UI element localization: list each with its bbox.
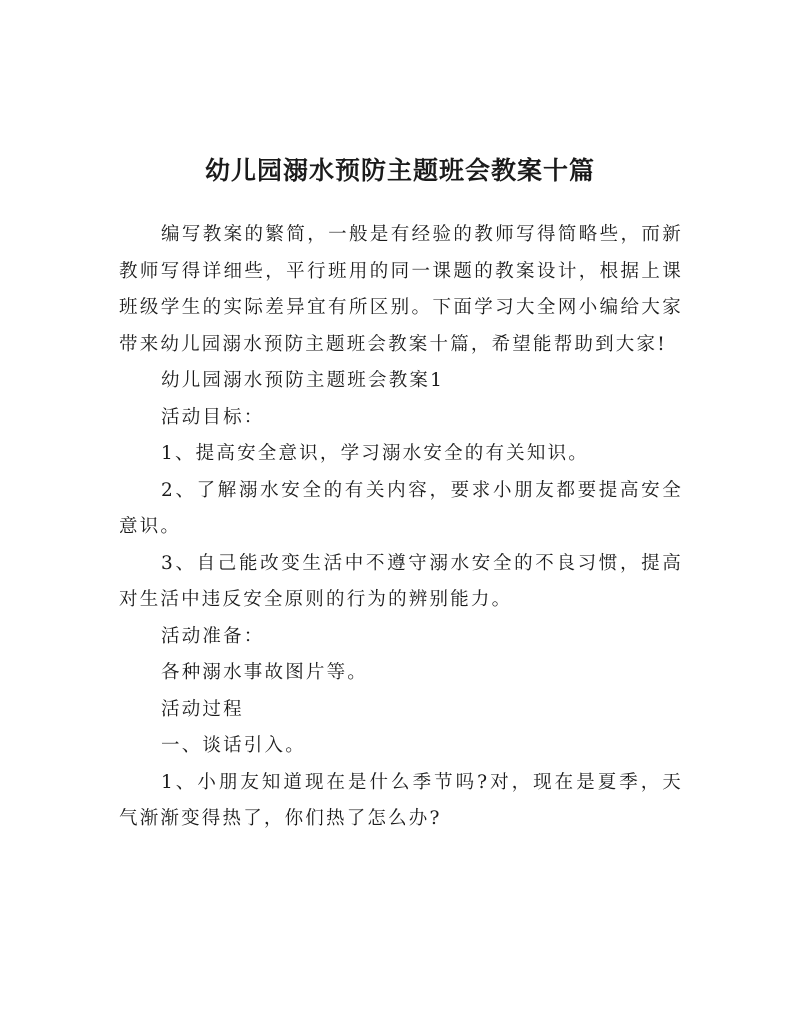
goal-item-3: 3、自己能改变生活中不遵守溺水安全的不良习惯，提高对生活中违反安全原则的行为的辨别能力。 (119, 552, 683, 610)
activity-process-heading: 活动过程 (161, 698, 244, 720)
process-step-1-heading: 一、谈话引入。 (161, 735, 306, 756)
intro-paragraph: 编写教案的繁简，一般是有经验的教师写得简略些，而新教师写得详细些，平行班用的同一课题的教案设计，根据上课班级学生的实际差异宜有所区别。下面学习大全网小编给大家带来幼儿园溺水预防主题班会教案十篇，希望能帮助到大家! (119, 224, 683, 355)
preparation-item: 各种溺水事故图片等。 (161, 662, 369, 683)
document-title: 幼儿园溺水预防主题班会教案十篇 (204, 155, 595, 185)
document-body (119, 217, 683, 838)
activity-goals-heading: 活动目标： (161, 406, 265, 428)
goal-item-2: 2、了解溺水安全的有关内容，要求小朋友都要提高安全意识。 (119, 479, 683, 537)
section-heading-lesson-1: 幼儿园溺水预防主题班会教案1 (161, 370, 445, 391)
goal-item-1: 1、提高安全意识，学习溺水安全的有关知识。 (161, 443, 589, 464)
process-step-1-item-1: 1、小朋友知道现在是什么季节吗?对，现在是夏季，天气渐渐变得热了，你们热了怎么办? (119, 771, 683, 829)
activity-preparation-heading: 活动准备： (161, 625, 265, 647)
